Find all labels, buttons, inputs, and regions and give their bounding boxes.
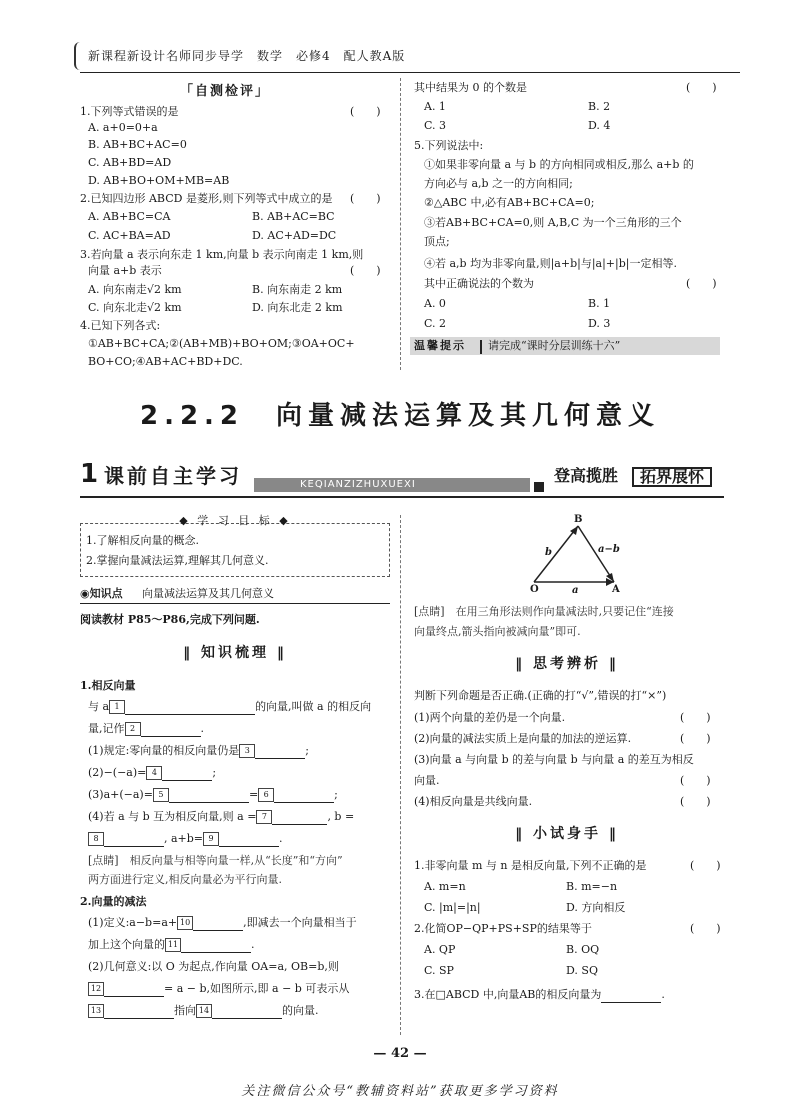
knowledge-title: 向量减法运算及其几何意义 <box>142 587 274 600</box>
note-left-2: 两方面进行定义,相反向量必为平行向量. <box>88 873 282 886</box>
vector-b-line <box>534 526 578 582</box>
q4r-option-a: A. 1 <box>424 100 446 113</box>
try-2-option-b: B. OQ <box>566 943 600 956</box>
blank-box-1: 1 <box>109 700 125 714</box>
p5-text-c: , a+b= <box>164 832 204 845</box>
p1-text-c: 量,记作 <box>88 722 125 735</box>
note-right-2: 向量终点,箭头指向被减向量”即可. <box>414 625 581 638</box>
q1-option-d: D. AB+BO+OM+MB=AB <box>88 174 230 187</box>
think-heading: ‖ 思考辨析 ‖ <box>515 656 619 672</box>
try-1-option-d: D. 方向相反 <box>566 901 626 914</box>
q5-option-a: A. 0 <box>424 297 446 310</box>
blank-box-11: 11 <box>165 938 181 952</box>
blank-box-12: 12 <box>88 982 104 996</box>
knowledge-review-heading: ‖ 知识梳理 ‖ <box>183 645 287 661</box>
q5-line6: ④若 a,b 均为非零向量,则|a+b|与|a|+|b|一定相等. <box>424 257 677 270</box>
q5-line1: ①如果非零向量 a 与 b 的方向相同或相反,那么 a+b 的 <box>424 158 694 171</box>
page-number: — 42 — <box>373 1046 427 1061</box>
q1-option-b: B. AB+BC+AC=0 <box>88 138 187 151</box>
blank-box-6: 6 <box>258 788 274 802</box>
subsection-2: 2.向量的减法 <box>80 895 147 908</box>
q2-paren: ( ) <box>350 192 381 205</box>
q3-stem: 3.若向量 a 表示向东走 1 km,向量 b 表示向南走 1 km,则 <box>80 248 364 261</box>
try-3-stem: 3.在□ABCD 中,向量AB的相反向量为 <box>414 988 602 1001</box>
judge-1-paren: ( ) <box>680 711 711 724</box>
blank-6[interactable] <box>274 802 334 803</box>
q4-line1: ①AB+BC+CA;②(AB+MB)+BO+OM;③OA+OC+ <box>88 337 355 350</box>
blank-12[interactable] <box>104 996 164 997</box>
blank-box-3: 3 <box>239 744 255 758</box>
blank-14[interactable] <box>212 1018 282 1019</box>
blank-2[interactable] <box>141 736 201 737</box>
p5-text-b: , b = <box>327 810 355 823</box>
column-divider-top <box>400 78 401 370</box>
q3-option-c: C. 向东北走√2 km <box>88 301 182 314</box>
column-divider-bottom <box>400 515 401 1035</box>
p6-text-b: ,即减去一个向量相当于 <box>243 916 357 929</box>
judge-2-paren: ( ) <box>680 732 711 745</box>
q1-option-a: A. a+0=0+a <box>88 121 158 134</box>
q4r-option-c: C. 3 <box>424 119 447 132</box>
header-bracket <box>74 42 84 70</box>
q2-option-d: D. AC+AD=DC <box>252 229 337 242</box>
diagram-label-A: A <box>612 584 620 595</box>
goal-2: 2.掌握向量减法运算,理解其几何意义. <box>86 554 269 567</box>
q4r-stem: 其中结果为 0 的个数是 <box>414 81 527 94</box>
judge-3-paren: ( ) <box>680 774 711 787</box>
p4-text-a: (3)a+(−a)= <box>88 788 153 801</box>
q4r-option-d: D. 4 <box>588 119 611 132</box>
q3-stem2: 向量 a+b 表示 <box>88 264 162 277</box>
blank-3[interactable] <box>255 758 305 759</box>
q4-line2: BO+CO;④AB+AC+BD+DC. <box>88 355 243 368</box>
blank-box-14: 14 <box>196 1004 212 1018</box>
blank-10[interactable] <box>193 930 243 931</box>
q4-stem: 4.已知下列各式: <box>80 319 161 332</box>
try-1-option-b: B. m=−n <box>566 880 618 893</box>
tip-text: 请完成“课时分层训练十六” <box>488 339 621 352</box>
p5-text-a: (4)若 a 与 b 互为相反向量,则 a = <box>88 810 257 823</box>
q5-stem: 5.下列说法中: <box>414 139 484 152</box>
blank-9[interactable] <box>219 846 279 847</box>
q1-option-c: C. AB+BD=AD <box>88 156 172 169</box>
blank-8[interactable] <box>104 846 164 847</box>
p4-text-b: = <box>248 788 259 801</box>
blank-box-9: 9 <box>203 832 219 846</box>
diagram-label-amb: a−b <box>598 544 620 555</box>
try-1-option-a: A. m=n <box>424 880 466 893</box>
header-rule <box>80 72 740 73</box>
q4r-option-b: B. 2 <box>588 100 611 113</box>
diagram-label-b: b <box>545 547 552 558</box>
blank-box-4: 4 <box>146 766 162 780</box>
p7-text-a: (2)几何意义:以 O 为起点,作向量 OA=a, OB=b,则 <box>88 960 339 973</box>
q5-paren: ( ) <box>686 277 717 290</box>
try-heading: ‖ 小试身手 ‖ <box>515 826 619 842</box>
q5-option-b: B. 1 <box>588 297 611 310</box>
p1-text-b: 的向量,叫做 a 的相反向 <box>255 700 372 713</box>
p2-text: (1)规定:零向量的相反向量仍是 <box>88 744 240 757</box>
q5-line3: ②△ABC 中,必有AB+BC+CA=0; <box>424 196 595 209</box>
q5-line5: 顶点; <box>424 235 450 248</box>
blank-box-13: 13 <box>88 1004 104 1018</box>
judge-3b: 向量. <box>414 774 440 787</box>
judge-4-paren: ( ) <box>680 795 711 808</box>
banner-pinyin: KEQIANZIZHUXUEXI <box>300 479 416 490</box>
goal-1: 1.了解相反向量的概念. <box>86 534 199 547</box>
blank-box-10: 10 <box>177 916 193 930</box>
p7-text-b: = a − b,如图所示,即 a − b 可表示从 <box>164 982 350 995</box>
p1-text-a: 与 a <box>88 700 110 713</box>
subsection-1: 1.相反向量 <box>80 679 136 692</box>
goals-heading: ◆ 学 习 目 标 ◆ <box>179 514 291 527</box>
banner-number: 1 <box>80 459 99 489</box>
try-1-stem: 1.非零向量 m 与 n 是相反向量,下列不正确的是 <box>414 859 647 872</box>
q2-option-c: C. AC+BA=AD <box>88 229 171 242</box>
q4r-paren: ( ) <box>686 81 717 94</box>
blank-box-2: 2 <box>125 722 141 736</box>
try-2-option-d: D. SQ <box>566 964 598 977</box>
reading-instruction: 阅读教材 P85～P86,完成下列问题. <box>80 613 260 626</box>
q5-line7: 其中正确说法的个数为 <box>424 277 534 290</box>
q2-option-b: B. AB+AC=BC <box>252 210 335 223</box>
diagram-label-B: B <box>574 514 583 525</box>
tip-label: 温馨提示 <box>414 339 466 352</box>
self-test-title: 「自测检评」 <box>180 84 271 99</box>
diagram-label-a: a <box>572 585 579 596</box>
q3-paren: ( ) <box>350 264 381 277</box>
blank-13[interactable] <box>104 1018 174 1019</box>
blank-11[interactable] <box>181 952 251 953</box>
blank-7[interactable] <box>272 824 327 825</box>
q3-option-a: A. 向东南走√2 km <box>88 283 182 296</box>
try-1-paren: ( ) <box>690 859 721 872</box>
banner-title: 课前自主学习 <box>104 464 242 488</box>
q1-paren: ( ) <box>350 105 381 118</box>
q2-stem: 2.已知四边形 ABCD 是菱形,则下列等式中成立的是 <box>80 192 333 205</box>
banner-square-icon <box>534 482 544 492</box>
p6-text-c: 加上这个向量的 <box>88 938 165 951</box>
judge-4: (4)相反向量是共线向量. <box>414 795 533 808</box>
judge-1: (1)两个向量的差仍是一个向量. <box>414 711 566 724</box>
blank-box-7: 7 <box>256 810 272 824</box>
judge-intro: 判断下列命题是否正确.(正确的打“√”,错误的打“×”) <box>414 689 667 702</box>
q2-option-a: A. AB+BC=CA <box>88 210 171 223</box>
blank-4[interactable] <box>162 780 212 781</box>
try-2-option-c: C. SP <box>424 964 454 977</box>
q5-line2: 方向必与 a,b 之一的方向相同; <box>424 177 573 190</box>
judge-2: (2)向量的减法实质上是向量的加法的逆运算. <box>414 732 632 745</box>
blank-box-5: 5 <box>153 788 169 802</box>
section-title: 2.2.2 向量减法运算及其几何意义 <box>139 401 661 431</box>
blank-1[interactable] <box>125 714 255 715</box>
note-right-1: [点睛] 在用三角形法则作向量减法时,只要记住“连接 <box>414 605 674 618</box>
p3-text: (2)−(−a)= <box>88 766 147 779</box>
banner-tag-2: 拓界展怀 <box>632 467 712 487</box>
q3-option-d: D. 向东北走 2 km <box>252 301 343 314</box>
try-3-blank[interactable] <box>601 1002 661 1003</box>
header-text: 新课程新设计名师同步导学 数学 必修4 配人教A版 <box>88 49 406 63</box>
blank-box-8: 8 <box>88 832 104 846</box>
q3-option-b: B. 向东南走 2 km <box>252 283 343 296</box>
diagram-label-O: O <box>530 584 539 595</box>
knowledge-label: ◉知识点 <box>80 587 123 600</box>
try-2-paren: ( ) <box>690 922 721 935</box>
footer-note: 关注微信公众号“教辅资料站”获取更多学习资料 <box>241 1084 559 1099</box>
q5-option-d: D. 3 <box>588 317 611 330</box>
note-left-1: [点睛] 相反向量与相等向量一样,从“长度”和“方向” <box>88 854 343 867</box>
tip-separator <box>480 340 482 354</box>
try-2-stem: 2.化简OP−QP+PS+SP的结果等于 <box>414 922 592 935</box>
blank-5[interactable] <box>169 802 249 803</box>
banner-tag-1: 登高揽胜 <box>554 466 619 485</box>
p6-text-a: (1)定义:a−b=a+ <box>88 916 178 929</box>
q1-stem: 1.下列等式错误的是 <box>80 105 179 118</box>
p7-text-d: 的向量. <box>282 1004 319 1017</box>
p7-text-c: 指向 <box>174 1004 196 1017</box>
try-1-option-c: C. |m|=|n| <box>424 901 481 914</box>
q5-option-c: C. 2 <box>424 317 447 330</box>
try-2-option-a: A. QP <box>424 943 456 956</box>
judge-3a: (3)向量 a 与向量 b 的差与向量 b 与向量 a 的差互为相反 <box>414 753 694 766</box>
q5-line4: ③若AB+BC+CA=0,则 A,B,C 为一个三角形的三个 <box>424 216 682 229</box>
